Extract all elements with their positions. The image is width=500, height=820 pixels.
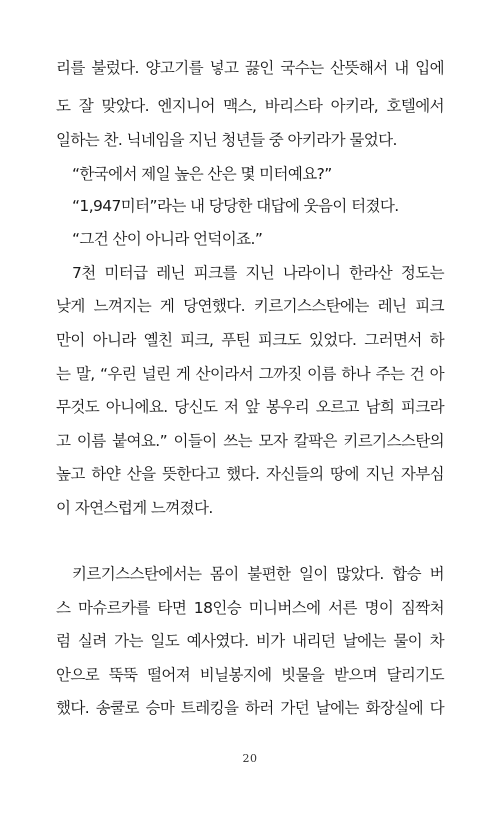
text-line: 럼 실려 가는 일도 예사였다. 비가 내리던 날에는 물이 차 — [56, 632, 444, 650]
text-line: 했다. 송쿨로 승마 트레킹을 하러 가던 날에는 화장실에 다 — [56, 699, 444, 717]
dialogue-line: “그건 산이 아니라 언덕이죠.” — [72, 230, 263, 248]
text-line: 이 자연스럽게 느껴졌다. — [56, 499, 213, 517]
text-line: 높고 하얀 산을 뜻한다고 했다. 자신들의 땅에 지닌 자부심 — [56, 465, 444, 483]
page-number: 20 — [242, 752, 258, 765]
text-line: 는 말, “우린 널린 게 산이라서 그까짓 이름 하나 주는 건 아 — [56, 365, 444, 383]
text-line: 무것도 아니에요. 당신도 저 앞 봉우리 오르고 남희 피크라 — [56, 398, 444, 416]
text-line: 일하는 찬. 닉네임을 지닌 청년들 중 아키라가 물었다. — [56, 131, 397, 149]
text-line: 안으로 뚝뚝 떨어져 비닐봉지에 빗물을 받으며 달리기도 — [56, 666, 444, 684]
paragraph-first-line: 키르기스스탄에서는 몸이 불편한 일이 많았다. 합승 버 — [72, 565, 444, 583]
text-line: 낮게 느껴지는 게 당연했다. 키르기스스탄에는 레닌 피크 — [56, 297, 444, 315]
dialogue-line: “한국에서 제일 높은 산은 몇 미터예요?” — [72, 165, 332, 183]
text-line: 스 마슈르카를 타면 18인승 미니버스에 서른 명이 짐짝처 — [56, 599, 444, 617]
text-line: 도 잘 맞았다. 엔지니어 맥스, 바리스타 아키라, 호텔에서 — [56, 97, 444, 115]
dialogue-line: “1,947미터”라는 내 당당한 대답에 웃음이 터졌다. — [72, 197, 399, 215]
text-line: 만이 아니라 옐친 피크, 푸틴 피크도 있었다. 그러면서 하 — [56, 331, 444, 349]
text-line: 고 이름 붙여요.” 이들이 쓰는 모자 칼팍은 키르기스스탄의 — [56, 432, 444, 450]
text-line: 리를 불렀다. 양고기를 넣고 끓인 국수는 산뜻해서 내 입에 — [56, 59, 444, 77]
paragraph-first-line: 7천 미터급 레닌 피크를 지닌 나라이니 한라산 정도는 — [72, 264, 444, 282]
